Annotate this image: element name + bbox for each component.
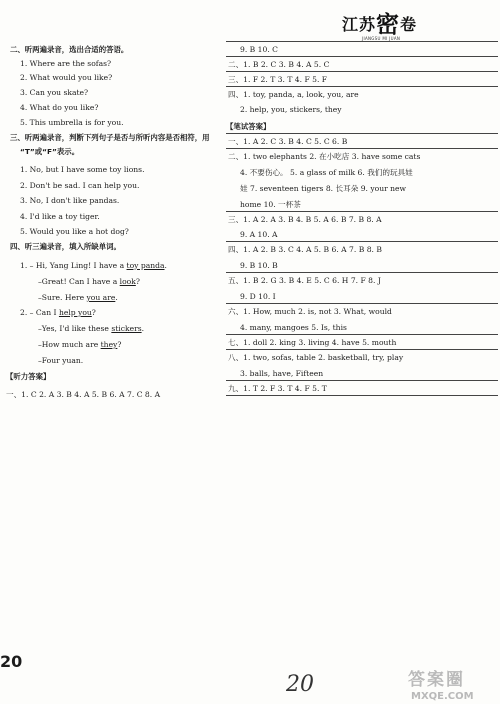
divider xyxy=(226,241,498,242)
answer-line: 4. 不要伤心。 5. a glass of milk 6. 我们的玩具娃 xyxy=(240,168,413,177)
answer-line: 娃 7. seventeen tigers 8. 长耳朵 9. your new xyxy=(240,184,407,193)
section-3-title: 三、听两遍录音，判断下列句子是否与所听内容是否相符，用 xyxy=(10,133,210,142)
dialogue-line: –How much are they? xyxy=(38,340,122,349)
answer-line: 9. B 10. B xyxy=(240,261,278,270)
divider xyxy=(226,211,498,212)
answer-line: 六、1. How, much 2. is, not 3. What, would xyxy=(228,307,392,316)
listening-answers: 一、1. C 2. A 3. B 4. A 5. B 6. A 7. C 8. A xyxy=(6,390,161,399)
divider xyxy=(226,395,498,396)
listening-answers-title: 【听力答案】 xyxy=(6,372,51,381)
divider xyxy=(226,380,498,381)
answer-line: 二、1. B 2. C 3. B 4. A 5. C xyxy=(228,60,330,69)
answer-line: 二、1. two elephants 2. 在小吃店 3. have some cats xyxy=(228,152,421,161)
answer-line: 9. A 10. A xyxy=(240,230,278,239)
list-item: 5. Would you like a hot dog? xyxy=(20,227,129,236)
answer-line: 3. balls, have, Fifteen xyxy=(240,369,324,378)
list-item: 2. What would you like? xyxy=(20,73,113,82)
answer-line: 三、1. F 2. T 3. T 4. F 5. F xyxy=(228,75,328,84)
divider xyxy=(226,272,498,273)
divider xyxy=(226,349,498,350)
fill-answer: they xyxy=(100,340,118,349)
dialogue-line: –Yes, I'd like these stickers. xyxy=(38,324,145,333)
page-number: 20 xyxy=(0,652,23,671)
fill-answer: look xyxy=(119,277,136,286)
divider xyxy=(226,334,498,335)
fill-answer: you are xyxy=(86,293,116,302)
answer-line: 八、1. two, sofas, table 2. basketball, try, play xyxy=(228,353,404,362)
watermark-logo: 答案圈 xyxy=(408,670,465,690)
fill-answer: help you xyxy=(58,308,92,317)
handwritten-page-number: 20 xyxy=(286,672,314,697)
answer-line: 4. many, mangoes 5. Is, this xyxy=(240,323,347,332)
divider xyxy=(226,71,498,72)
divider xyxy=(226,133,498,134)
list-item: 3. Can you skate? xyxy=(20,88,89,97)
answer-line: 一、1. A 2. C 3. B 4. C 5. C 6. B xyxy=(228,137,348,146)
section-4-title: 四、听三遍录音，填入所缺单词。 xyxy=(10,242,121,251)
dialogue-line: 1. – Hi, Yang Ling! I have a toy panda. xyxy=(20,261,167,270)
list-item: 1. No, but I have some toy lions. xyxy=(20,165,145,174)
answer-line: 五、1. B 2. G 3. B 4. E 5. C 6. H 7. F 8. J xyxy=(228,276,381,285)
divider xyxy=(226,86,498,87)
list-item: 2. Don't be sad. I can help you. xyxy=(20,181,140,190)
written-answers-title: 【笔试答案】 xyxy=(226,122,271,131)
section-2-title: 二、听两遍录音，选出合适的答语。 xyxy=(10,45,129,54)
answer-line: 2. help, you, stickers, they xyxy=(240,105,342,114)
divider xyxy=(226,303,498,304)
list-item: 5. This umbrella is for you. xyxy=(20,118,124,127)
answer-line: 三、1. A 2. A 3. B 4. B 5. A 6. B 7. B 8. A xyxy=(228,215,382,224)
answer-line: 四、1. A 2. B 3. C 4. A 5. B 6. A 7. B 8. B xyxy=(228,245,382,254)
dialogue-line: –Four yuan. xyxy=(38,356,84,365)
divider xyxy=(226,56,498,57)
list-item: 4. What do you like? xyxy=(20,103,99,112)
section-3-title-cont: “T”或“F”表示。 xyxy=(20,147,80,156)
fill-answer: stickers xyxy=(111,324,142,333)
answer-line: 七、1. doll 2. king 3. living 4. have 5. mouth xyxy=(228,338,397,347)
watermark-url: MXQE.COM xyxy=(411,691,474,702)
answer-line: 四、1. toy, panda, a, look, you, are xyxy=(228,90,359,99)
list-item: 1. Where are the sofas? xyxy=(20,59,112,68)
brand-subtitle: JIANGSU MI JUAN xyxy=(362,36,401,41)
answer-line: 九、1. T 2. F 3. T 4. F 5. T xyxy=(228,384,327,393)
list-item: 3. No, I don't like pandas. xyxy=(20,196,120,205)
answer-line: 9. D 10. I xyxy=(240,292,276,301)
divider xyxy=(226,148,498,149)
answer-line: home 10. 一杯茶 xyxy=(240,200,301,209)
answer-line: 9. B 10. C xyxy=(240,45,278,54)
fill-answer: toy panda xyxy=(126,261,165,270)
header-rule xyxy=(226,41,498,42)
brand-logo: 江苏密卷 xyxy=(342,12,418,38)
dialogue-line: 2. – Can I help you? xyxy=(20,308,96,317)
dialogue-line: –Great! Can I have a look? xyxy=(38,277,140,286)
list-item: 4. I'd like a toy tiger. xyxy=(20,212,100,221)
dialogue-line: –Sure. Here you are. xyxy=(38,293,118,302)
